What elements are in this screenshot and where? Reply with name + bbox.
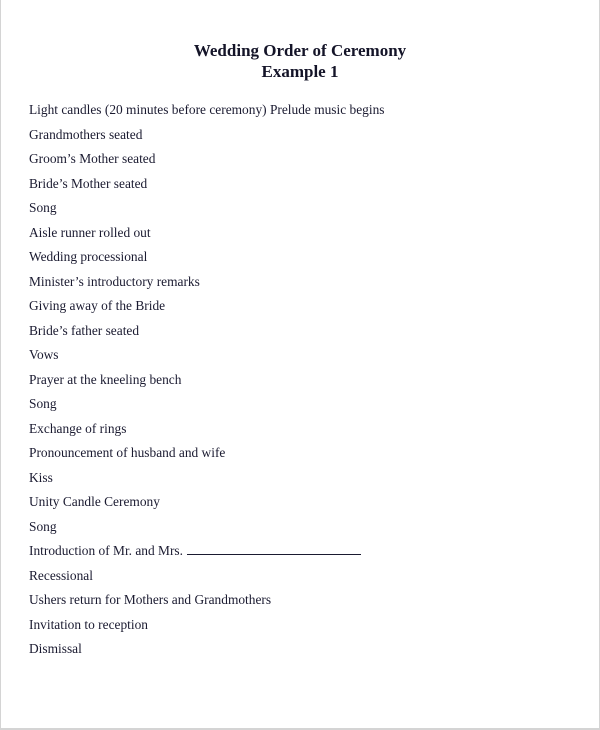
list-item: Song xyxy=(29,200,57,215)
list-item: Bride’s Mother seated xyxy=(29,175,148,191)
list-item: Song xyxy=(29,518,57,534)
list-item: Light candles (20 minutes before ceremony) Prelude music begins xyxy=(29,102,385,117)
list-item: Vows xyxy=(29,347,59,362)
document-title xyxy=(1,40,599,82)
list-item: Prayer at the kneeling bench xyxy=(29,371,182,387)
list-item: Kiss xyxy=(29,469,53,485)
list-item: Song xyxy=(29,396,57,411)
title-line-2: Example 1 xyxy=(261,62,339,81)
list-item: Wedding processional xyxy=(29,249,148,264)
list-item: Giving away of the Bride xyxy=(29,298,166,313)
list-item: Pronouncement of husband and wife xyxy=(29,445,226,460)
name-blank-line xyxy=(187,543,361,555)
list-item-introduction xyxy=(29,542,385,567)
list-item: Recessional xyxy=(29,567,93,583)
ceremony-order-list xyxy=(29,101,385,665)
list-item: Unity Candle Ceremony xyxy=(29,494,160,509)
title-line-1: Wedding Order of Ceremony xyxy=(193,41,407,60)
introduction-label: Introduction of Mr. and Mrs. xyxy=(29,543,183,558)
list-item: Invitation to reception xyxy=(29,616,148,632)
list-item: Bride’s father seated xyxy=(29,322,140,338)
list-item: Aisle runner rolled out xyxy=(29,224,151,240)
list-item: Groom’s Mother seated xyxy=(29,151,156,166)
list-item: Ushers return for Mothers and Grandmothers xyxy=(29,592,272,607)
list-item: Grandmothers seated xyxy=(29,126,143,142)
list-item: Dismissal xyxy=(29,641,82,656)
list-item: Exchange of rings xyxy=(29,420,127,436)
list-item: Minister’s introductory remarks xyxy=(29,273,200,289)
